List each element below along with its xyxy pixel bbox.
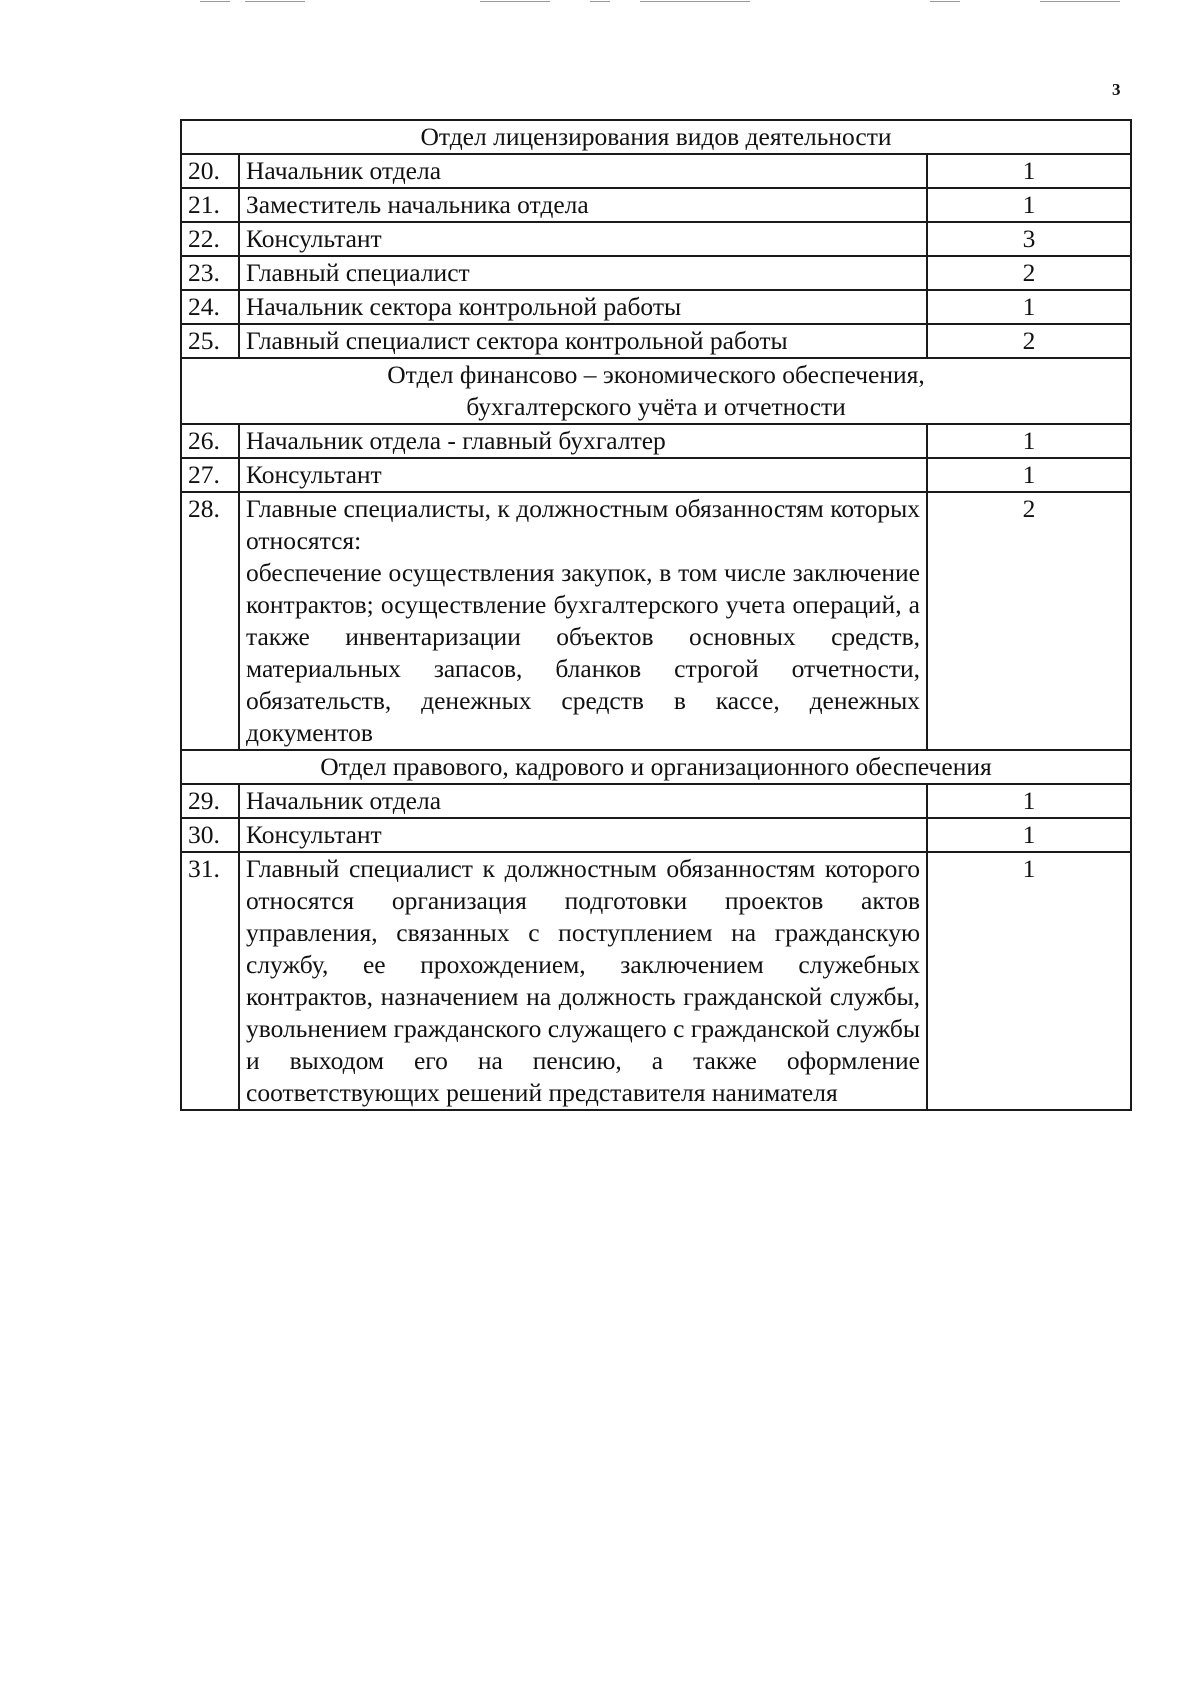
row-number: 28. bbox=[181, 492, 239, 750]
table-row bbox=[181, 492, 1131, 750]
count-cell: 1 bbox=[927, 458, 1131, 492]
count-cell: 2 bbox=[927, 324, 1131, 358]
row-number: 20. bbox=[181, 154, 239, 188]
count-cell: 1 bbox=[927, 188, 1131, 222]
row-number: 26. bbox=[181, 424, 239, 458]
row-number: 25. bbox=[181, 324, 239, 358]
position-cell: Начальник отдела - главный бухгалтер bbox=[239, 424, 927, 458]
table-row bbox=[181, 188, 1131, 222]
position-cell: Главный специалист bbox=[239, 256, 927, 290]
table-row bbox=[181, 256, 1131, 290]
table-row bbox=[181, 784, 1131, 818]
position-cell: Главный специалист к должностным обязанностям которого относятся организация подготовки проектов актов управления, связанных с поступлением на гражданскую службу, ее прохождением, заключением служебных контрактов, назначением на должность гражданской службы, увольнением гражданского служащего с гражданской службы и выходом его на пенсию, а также оформление соответствующих решений представителя нанимателя bbox=[239, 852, 927, 1110]
position-cell: Начальник отдела bbox=[239, 154, 927, 188]
section-title-line: Отдел финансово – экономического обеспечения, bbox=[387, 360, 925, 389]
table-row bbox=[181, 290, 1131, 324]
row-number: 30. bbox=[181, 818, 239, 852]
position-cell: Консультант bbox=[239, 818, 927, 852]
section-title bbox=[181, 358, 1131, 424]
count-cell: 2 bbox=[927, 492, 1131, 750]
position-cell: Консультант bbox=[239, 222, 927, 256]
table-row bbox=[181, 818, 1131, 852]
count-cell: 1 bbox=[927, 818, 1131, 852]
count-cell: 1 bbox=[927, 154, 1131, 188]
row-number: 31. bbox=[181, 852, 239, 1110]
count-cell: 2 bbox=[927, 256, 1131, 290]
count-cell: 1 bbox=[927, 852, 1131, 1110]
section-header-row bbox=[181, 750, 1131, 784]
row-number: 21. bbox=[181, 188, 239, 222]
row-number: 23. bbox=[181, 256, 239, 290]
table-row bbox=[181, 458, 1131, 492]
count-cell: 1 bbox=[927, 784, 1131, 818]
page-number: 3 bbox=[1112, 80, 1121, 99]
section-title: Отдел лицензирования видов деятельности bbox=[181, 120, 1131, 154]
position-cell: Начальник отдела bbox=[239, 784, 927, 818]
position-cell: Консультант bbox=[239, 458, 927, 492]
count-cell: 3 bbox=[927, 222, 1131, 256]
table-row bbox=[181, 222, 1131, 256]
table-row bbox=[181, 424, 1131, 458]
section-title: Отдел правового, кадрового и организационного обеспечения bbox=[181, 750, 1131, 784]
table-row bbox=[181, 852, 1131, 1110]
row-number: 29. bbox=[181, 784, 239, 818]
table-row bbox=[181, 324, 1131, 358]
table-row bbox=[181, 154, 1131, 188]
section-title-line: бухгалтерского учёта и отчетности bbox=[466, 392, 846, 421]
count-cell: 1 bbox=[927, 424, 1131, 458]
position-detail-text: обеспечение осуществления закупок, в том числе заключение контрактов; осуществление бухгалтерского учета операций, а также инвентаризации объектов основных средств, материальных запасов, бланков строгой отчетности, обязательств, денежных средств в кассе, денежных документов bbox=[246, 558, 920, 747]
position-text: Главные специалисты, к должностным обязанностям которых относятся: bbox=[246, 494, 920, 555]
position-cell: Заместитель начальника отдела bbox=[239, 188, 927, 222]
position-cell: Начальник сектора контрольной работы bbox=[239, 290, 927, 324]
position-cell: Главный специалист сектора контрольной работы bbox=[239, 324, 927, 358]
row-number: 24. bbox=[181, 290, 239, 324]
scan-edge-marks bbox=[0, 0, 1200, 6]
row-number: 22. bbox=[181, 222, 239, 256]
position-cell bbox=[239, 492, 927, 750]
count-cell: 1 bbox=[927, 290, 1131, 324]
row-number: 27. bbox=[181, 458, 239, 492]
section-header-row bbox=[181, 358, 1131, 424]
staff-table bbox=[180, 119, 1132, 1111]
section-header-row bbox=[181, 120, 1131, 154]
